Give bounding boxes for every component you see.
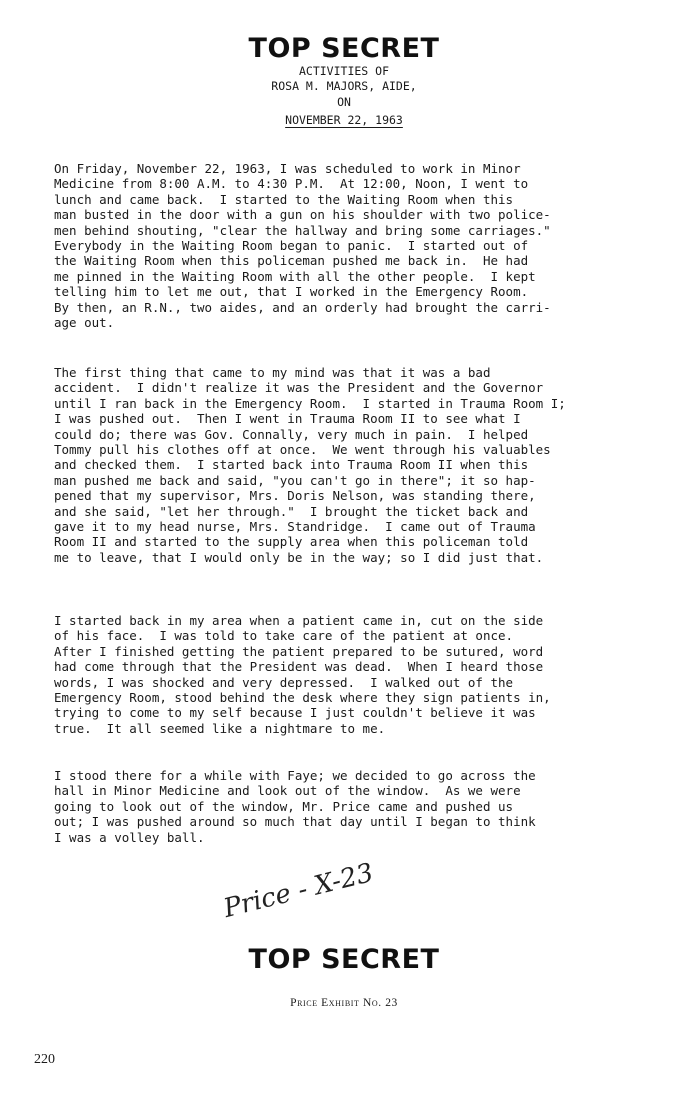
text-line: By then, an R.N., two aides, and an orderly had brought the carri-	[54, 299, 551, 315]
text-line: hall in Minor Medicine and look out of the window. As we were	[54, 783, 521, 799]
text-line: I started back in my area when a patient came in, cut on the side	[54, 613, 544, 628]
text-line: man busted in the door with a gun on his shoulder with two police-	[54, 207, 551, 223]
text-line: true. It all seemed like a nightmare to me.	[54, 720, 386, 736]
text-line: I was pushed out. Then I went in Trauma Room II to see what I	[54, 411, 521, 427]
text-line: and checked them. I started back into Trauma Room II when this	[54, 457, 529, 473]
paragraph-3	[54, 613, 674, 736]
text-line: Room II and started to the supply area when this policeman told	[54, 534, 529, 550]
text-line: of his face. I was told to take care of the patient at once.	[54, 628, 514, 644]
header-activities-of: ACTIVITIES OF	[298, 64, 389, 78]
text-line: me pinned in the Waiting Room with all the other people. I kept	[54, 268, 536, 284]
text-line: I was a volley ball.	[54, 829, 205, 845]
header-date-text: NOVEMBER 22, 1963	[285, 113, 403, 127]
page-number: 220	[34, 1052, 55, 1067]
text-line: After I finished getting the patient prepared to be sutured, word	[54, 643, 544, 659]
text-line: lunch and came back. I started to the Waiting Room when this	[54, 191, 514, 207]
text-line: words, I was shocked and very depressed. I walked out of the	[54, 674, 514, 690]
header-on: ON	[337, 95, 351, 109]
text-line: and she said, "let her through." I brought the ticket back and	[54, 503, 529, 519]
text-line: could do; there was Gov. Connally, very much in pain. I helped	[54, 426, 529, 442]
text-line: man pushed me back and said, "you can't go in there"; it so hap-	[54, 472, 536, 488]
top-secret-stamp-top: TOP SECRET	[248, 33, 440, 64]
exhibit-label: Price Exhibit No. 23	[290, 997, 398, 1009]
text-line: out; I was pushed around so much that day until I began to think	[54, 814, 536, 830]
text-line: me to leave, that I would only be in the way; so I did just that.	[54, 549, 544, 565]
text-line: The first thing that came to my mind was that it was a bad	[54, 365, 491, 380]
handwritten-exhibit-note: Price - X-23	[220, 857, 377, 925]
text-line: had come through that the President was dead. When I heard those	[54, 659, 544, 675]
text-line: trying to come to my self because I just couldn't believe it was	[54, 705, 536, 721]
text-line: Emergency Room, stood behind the desk where they sign patients in,	[54, 689, 551, 705]
text-line: Everybody in the Waiting Room began to panic. I started out of	[54, 237, 529, 253]
paragraph-1	[54, 161, 674, 330]
text-line: age out.	[54, 314, 115, 330]
header-name: ROSA M. MAJORS, AIDE,	[271, 79, 417, 93]
text-line: until I ran back in the Emergency Room. I started in Trauma Room I;	[54, 395, 566, 411]
header-date	[0, 113, 688, 128]
paragraph-2	[54, 365, 674, 565]
text-line: men behind shouting, "clear the hallway and bring some carriages."	[54, 222, 551, 238]
text-line: pened that my supervisor, Mrs. Doris Nelson, was standing there,	[54, 488, 536, 504]
text-line: telling him to let me out, that I worked in the Emergency Room.	[54, 284, 529, 300]
text-line: going to look out of the window, Mr. Price came and pushed us	[54, 798, 514, 814]
text-line: gave it to my head nurse, Mrs. Standridge. I came out of Trauma	[54, 518, 536, 534]
paragraph-4	[54, 768, 674, 845]
text-line: Tommy pull his clothes off at once. We went through his valuables	[54, 441, 551, 457]
text-line: the Waiting Room when this policeman pushed me back in. He had	[54, 253, 529, 269]
top-secret-stamp-bottom: TOP SECRET	[248, 944, 440, 975]
text-line: Medicine from 8:00 A.M. to 4:30 P.M. At 12:00, Noon, I went to	[54, 176, 529, 192]
text-line: I stood there for a while with Faye; we decided to go across the	[54, 768, 536, 783]
text-line: On Friday, November 22, 1963, I was scheduled to work in Minor	[54, 161, 521, 176]
text-line: accident. I didn't realize it was the President and the Governor	[54, 380, 544, 396]
